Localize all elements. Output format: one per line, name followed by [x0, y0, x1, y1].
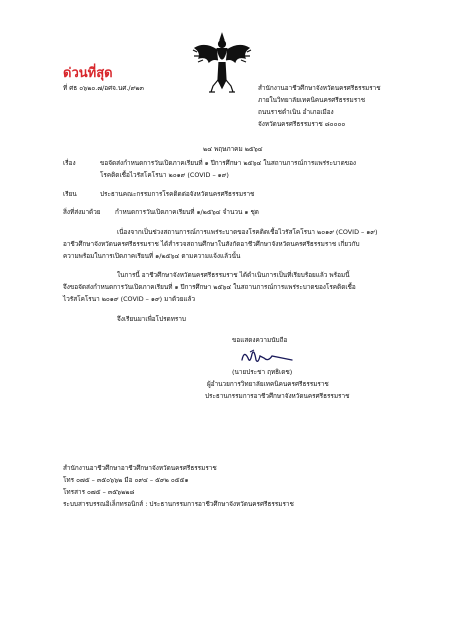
- office-line-3: ถนนราชดำเนิน อำเภอเมือง: [258, 108, 334, 116]
- paragraph-2-line-2: จึงขอจัดส่งกำหนดการวันเปิดภาคเรียนที่ ๑ ปีการศึกษา ๒๕๖๔ ในสถานการณ์การแพร่ระบาดของโรคติดเชื้อ: [63, 283, 356, 291]
- signer-position-1: ผู้อำนวยการวิทยาลัยเทคนิคนครศรีธรรมราช: [207, 380, 329, 388]
- subject-line-1: ขอจัดส่งกำหนดการวันเปิดภาคเรียนที่ ๑ ปีการศึกษา ๒๕๖๔ ในสถานการณ์การแพร่ระบาดของ: [100, 159, 357, 167]
- footer-email-system: ระบบสารบรรณอิเล็กทรอนิกส์ : ประธานกรรมการอาชีวศึกษาจังหวัดนครศรีธรรมราช: [63, 500, 294, 508]
- paragraph-1-line-2: อาชีวศึกษาจังหวัดนครศรีธรรมราช ได้สำรวจสถานศึกษาในสังกัดอาชีวศึกษาจังหวัดนครศรีธรรมราช เกี่ยวกับ: [63, 240, 360, 248]
- footer-fax: โทรสาร ๐๗๕ – ๓๕๖๒๒๘: [63, 488, 135, 496]
- document-number: ที่ ศธ ๐๖๒๐.๗/อศจ.นศ./๙๒๓: [63, 84, 144, 92]
- document-date: ๒๔ พฤษภาคม ๒๕๖๔: [203, 145, 263, 153]
- handwritten-signature: [238, 346, 294, 368]
- paragraph-1-line-3: ความพร้อมในการเปิดภาคเรียนที่ ๑/๒๕๖๔ ตามความแจ้งแล้วนั้น: [63, 252, 241, 260]
- to-text: ประธานคณะกรรมการโรคติดต่อจังหวัดนครศรีธรรมราช: [100, 190, 255, 198]
- footer-phone: โทร ๐๗๕ – ๓๕๐๖๖๒ มือ ๐๙๔ – ๕๙๒ ๐๕๕๑: [63, 476, 189, 484]
- to-label: เรียน: [63, 190, 77, 198]
- office-line-2: ภายในวิทยาลัยเทคนิคนครศรีธรรมราช: [258, 96, 366, 104]
- signer-position-2: ประธานกรรมการอาชีวศึกษาจังหวัดนครศรีธรรมราช: [205, 392, 350, 400]
- paragraph-2-line-1: ในการนี้ อาชีวศึกษาจังหวัดนครศรีธรรมราช ได้ดำเนินการเป็นที่เรียบร้อยแล้ว พร้อมนี้: [117, 271, 350, 279]
- subject-line-2: โรคติดเชื้อไวรัสโคโรนา ๒๐๑๙ (COVID – ๑๙): [100, 171, 229, 179]
- closing-text: จึงเรียนมาเพื่อโปรดทราบ: [117, 315, 186, 323]
- garuda-emblem-icon: [189, 30, 255, 96]
- salutation: ขอแสดงความนับถือ: [232, 336, 288, 344]
- paragraph-2-line-3: ไวรัสโคโรนา ๒๐๑๙ (COVID – ๑๙) มาด้วยแล้ว: [63, 295, 196, 303]
- signer-name: (นายประชา ฤทธิเดช): [232, 368, 293, 376]
- urgency-stamp: ด่วนที่สุด: [63, 66, 113, 81]
- paragraph-1-line-1: เนื่องจากเป็นช่วงสถานการณ์การแพร่ระบาดของโรคติดเชื้อไวรัสโคโรนา ๒๐๑๙ (COVID – ๑๙): [117, 228, 378, 236]
- office-line-1: สำนักงานอาชีวศึกษาจังหวัดนครศรีธรรมราช: [258, 84, 381, 92]
- footer-office: สำนักงานอาชีวศึกษาอาชีวศึกษาจังหวัดนครศรีธรรมราช: [63, 464, 217, 472]
- enclosure-text: กำหนดการวันเปิดภาคเรียนที่ ๑/๒๕๖๔ จำนวน ๑ ชุด: [115, 208, 259, 216]
- enclosure-label: สิ่งที่ส่งมาด้วย: [63, 208, 101, 216]
- subject-label: เรื่อง: [63, 159, 76, 167]
- office-line-4: จังหวัดนครศรีธรรมราช ๘๐๐๐๐: [258, 120, 346, 128]
